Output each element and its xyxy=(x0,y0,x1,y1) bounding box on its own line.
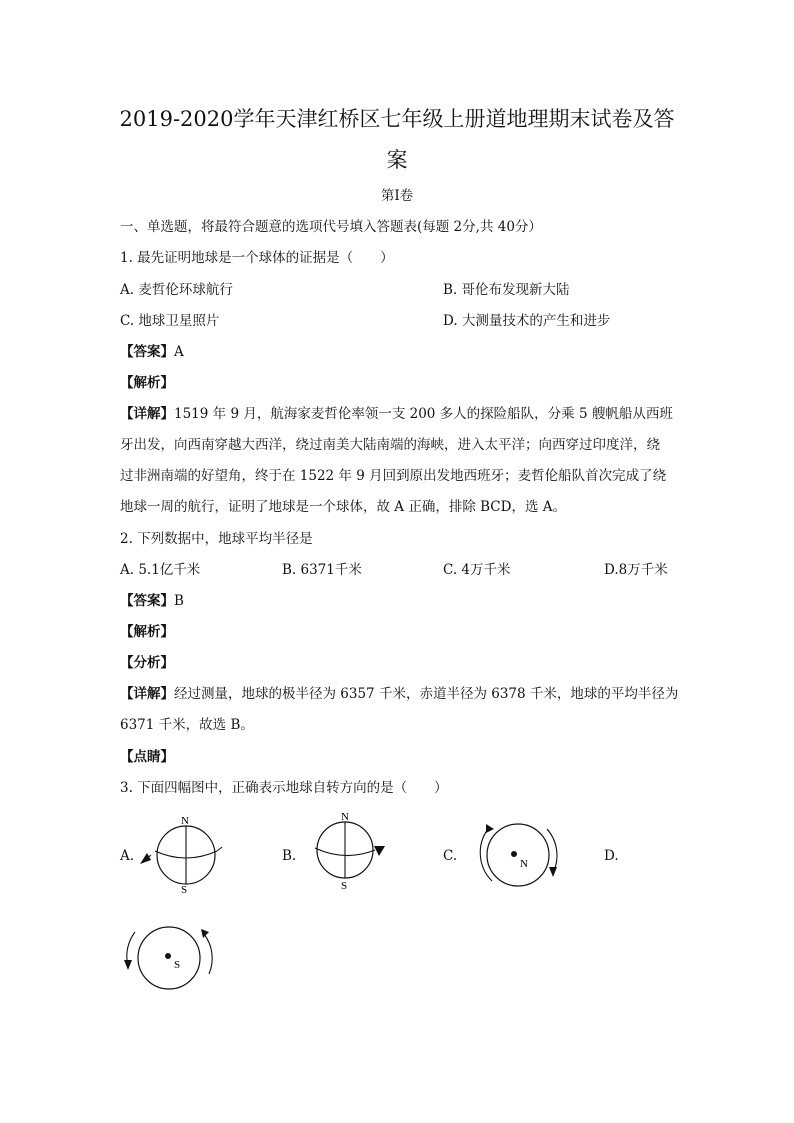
q2-answer-value: B xyxy=(174,593,184,609)
q2-analysis-label: 【解析】 xyxy=(120,624,174,640)
q1-detail-line-1 xyxy=(120,404,673,424)
page-title: 2019-2020学年天津红桥区七年级上册道地理期末试卷及答 xyxy=(119,107,675,131)
globe-arrow-right-icon xyxy=(315,822,385,878)
part-label: 第Ⅰ卷 xyxy=(380,188,414,204)
figure-d-south-label: S xyxy=(174,959,181,971)
q2-answer xyxy=(120,591,184,611)
q1-detail-label: 【详解】 xyxy=(120,406,174,422)
q3-option-b-letter: B. xyxy=(282,848,297,864)
q1-answer-label: 【答案】 xyxy=(120,344,174,360)
figure-b-south-label: S xyxy=(341,880,348,892)
q1-option-d: D. 大测量技术的产生和进步 xyxy=(443,313,611,329)
q1-analysis-label: 【解析】 xyxy=(120,375,174,391)
q3-stem: 3. 下面四幅图中，正确表示地球自转方向的是（ ） xyxy=(120,780,448,796)
q1-stem: 1. 最先证明地球是一个球体的证据是（ ） xyxy=(120,250,394,266)
q2-detail-line-2: 6371 千米，故选 B。 xyxy=(120,717,254,733)
q1-detail-line-4: 地球一周的航行，证明了地球是一个球体，故 A 正确，排除 BCD，选 A。 xyxy=(120,499,566,515)
q1-option-b: B. 哥伦布发现新大陆 xyxy=(443,282,570,298)
north-pole-rotation-icon xyxy=(480,824,557,886)
page-title-continued: 案 xyxy=(386,148,408,172)
q2-fenxi-label: 【分析】 xyxy=(120,655,174,671)
globe-arrow-left-icon xyxy=(140,826,222,884)
q1-detail-text-1: 1519 年 9 月，航海家麦哲伦率领一支 200 多人的探险船队，分乘 5 艘帆船从西班 xyxy=(174,406,673,422)
south-pole-rotation-icon xyxy=(124,927,212,989)
q2-option-a: A. 5.1亿千米 xyxy=(120,562,201,578)
figure-d-south-pole xyxy=(118,920,218,1000)
q3-option-a-letter: A. xyxy=(120,848,135,864)
figure-a-globe xyxy=(125,815,230,895)
figure-c-north-pole xyxy=(475,815,565,895)
q2-option-b: B. 6371千米 xyxy=(282,562,362,578)
q2-dianjing-label: 【点睛】 xyxy=(120,749,174,765)
q2-detail-label: 【详解】 xyxy=(120,686,174,702)
section-heading: 一、单选题，将最符合题意的选项代号填入答题表(每题 2分,共 40分） xyxy=(120,219,542,235)
q1-option-a: A. 麦哲伦环球航行 xyxy=(120,282,233,298)
q2-option-c: C. 4万千米 xyxy=(443,562,511,578)
q1-detail-line-3: 过非洲南端的好望角，终于在 1522 年 9 月回到原出发地西班牙；麦哲伦船队首次完成了绕 xyxy=(120,468,667,484)
q3-option-c-letter: C. xyxy=(443,848,458,864)
q2-answer-label: 【答案】 xyxy=(120,593,174,609)
figure-b-globe xyxy=(300,810,400,892)
figure-b-north-label: N xyxy=(341,811,349,823)
figure-a-north-label: N xyxy=(181,815,189,827)
q3-option-d-letter: D. xyxy=(604,848,619,864)
q2-detail-line-1 xyxy=(120,684,678,704)
figure-c-north-label: N xyxy=(520,858,528,870)
q1-detail-line-2: 牙出发，向西南穿越大西洋，绕过南美大陆南端的海峡，进入太平洋；向西穿过印度洋，绕 xyxy=(120,437,660,453)
figure-a-south-label: S xyxy=(181,884,188,895)
q2-detail-text-1: 经过测量，地球的极半径为 6357 千米，赤道半径为 6378 千米，地球的平均半径为 xyxy=(174,686,679,702)
q1-answer-value: A xyxy=(174,344,184,360)
q2-stem: 2. 下列数据中，地球平均半径是 xyxy=(120,531,313,547)
q2-option-d: D.8万千米 xyxy=(604,562,668,578)
q1-answer xyxy=(120,342,184,362)
q1-option-c: C. 地球卫星照片 xyxy=(120,313,220,329)
